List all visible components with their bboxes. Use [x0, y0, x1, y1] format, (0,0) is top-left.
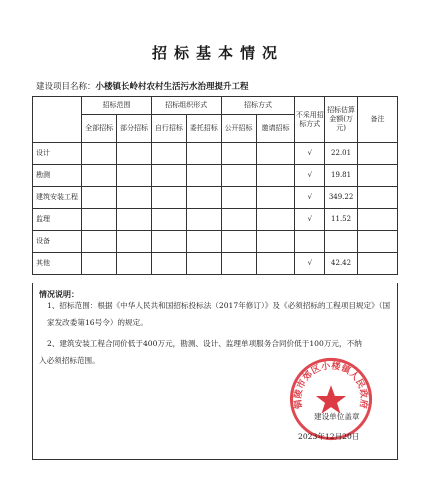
- remark-cell: [357, 209, 397, 231]
- header-estimate: 招标估算金额(万元): [325, 97, 358, 143]
- row-label: 设计: [33, 143, 82, 165]
- header-corner: [33, 97, 82, 143]
- checkmark-cell: √: [295, 143, 325, 165]
- row-label: 建筑安装工程: [33, 187, 82, 209]
- header-open: 公开招标: [221, 115, 256, 143]
- table-row: [33, 143, 398, 165]
- row-label: 设备: [33, 231, 82, 253]
- checkmark-cell: √: [295, 253, 325, 275]
- header-not-used: 不采用招标方式: [295, 97, 325, 143]
- amount-cell: 22.01: [325, 143, 358, 165]
- header-method: 招标方式: [221, 97, 295, 115]
- checkmark-cell: √: [295, 165, 325, 187]
- header-invited: 邀请招标: [256, 115, 295, 143]
- remark-cell: [357, 187, 397, 209]
- table-row: [33, 165, 398, 187]
- notes-title: 情况说明：: [39, 289, 79, 299]
- remark-cell: [357, 253, 397, 275]
- header-entrusted: 委托招标: [186, 115, 221, 143]
- note-item-1: 1、招标范围：根据《中华人民共和国招标投标法（2017年修订）》及《必须招标的工程项目规定》（国家发改委第16号令）的规定。: [47, 301, 391, 327]
- bidding-table: [32, 96, 398, 275]
- row-label: 其他: [33, 253, 82, 275]
- project-line: [36, 80, 249, 92]
- remark-cell: [357, 165, 397, 187]
- header-organization: 招标组织形式: [151, 97, 221, 115]
- header-row-1: [33, 97, 398, 115]
- header-full: 全部招标: [82, 115, 117, 143]
- document-title: 招标基本情况: [151, 44, 284, 62]
- header-scope: 招标范围: [82, 97, 152, 115]
- row-label: 监理: [33, 209, 82, 231]
- amount-cell: 349.22: [325, 187, 358, 209]
- project-label: 建设项目名称：: [36, 82, 96, 92]
- remark-cell: [357, 231, 397, 253]
- table-row: [33, 253, 398, 275]
- amount-cell: [325, 231, 358, 253]
- signature-date: 2023年12月20日: [298, 432, 360, 441]
- table-row: [33, 231, 398, 253]
- signature-label: 建设单位盖章: [314, 412, 360, 421]
- table-row: [33, 209, 398, 231]
- header-self: 自行招标: [151, 115, 186, 143]
- checkmark-cell: √: [295, 187, 325, 209]
- header-partial: 部分招标: [117, 115, 152, 143]
- checkmark-cell: [295, 231, 325, 253]
- amount-cell: 19.81: [325, 165, 358, 187]
- amount-cell: 11.52: [325, 209, 358, 231]
- remark-cell: [357, 143, 397, 165]
- checkmark-cell: √: [295, 209, 325, 231]
- row-label: 勘测: [33, 165, 82, 187]
- project-name: 小楼镇长岭村农村生活污水治理提升工程: [95, 82, 249, 92]
- note-item-2-continued: 入必须招标范围。: [39, 356, 100, 365]
- header-remark: 备注: [357, 97, 397, 143]
- official-seal-icon: [288, 356, 374, 442]
- note-item-2: 2、建筑安装工程合同价低于400万元，勘测、设计、监理单项服务合同价低于100万元，不纳: [47, 339, 362, 348]
- seal-text: 铜陵市郊区小楼镇人民政府: [293, 361, 369, 410]
- amount-cell: 42.42: [325, 253, 358, 275]
- table-row: [33, 187, 398, 209]
